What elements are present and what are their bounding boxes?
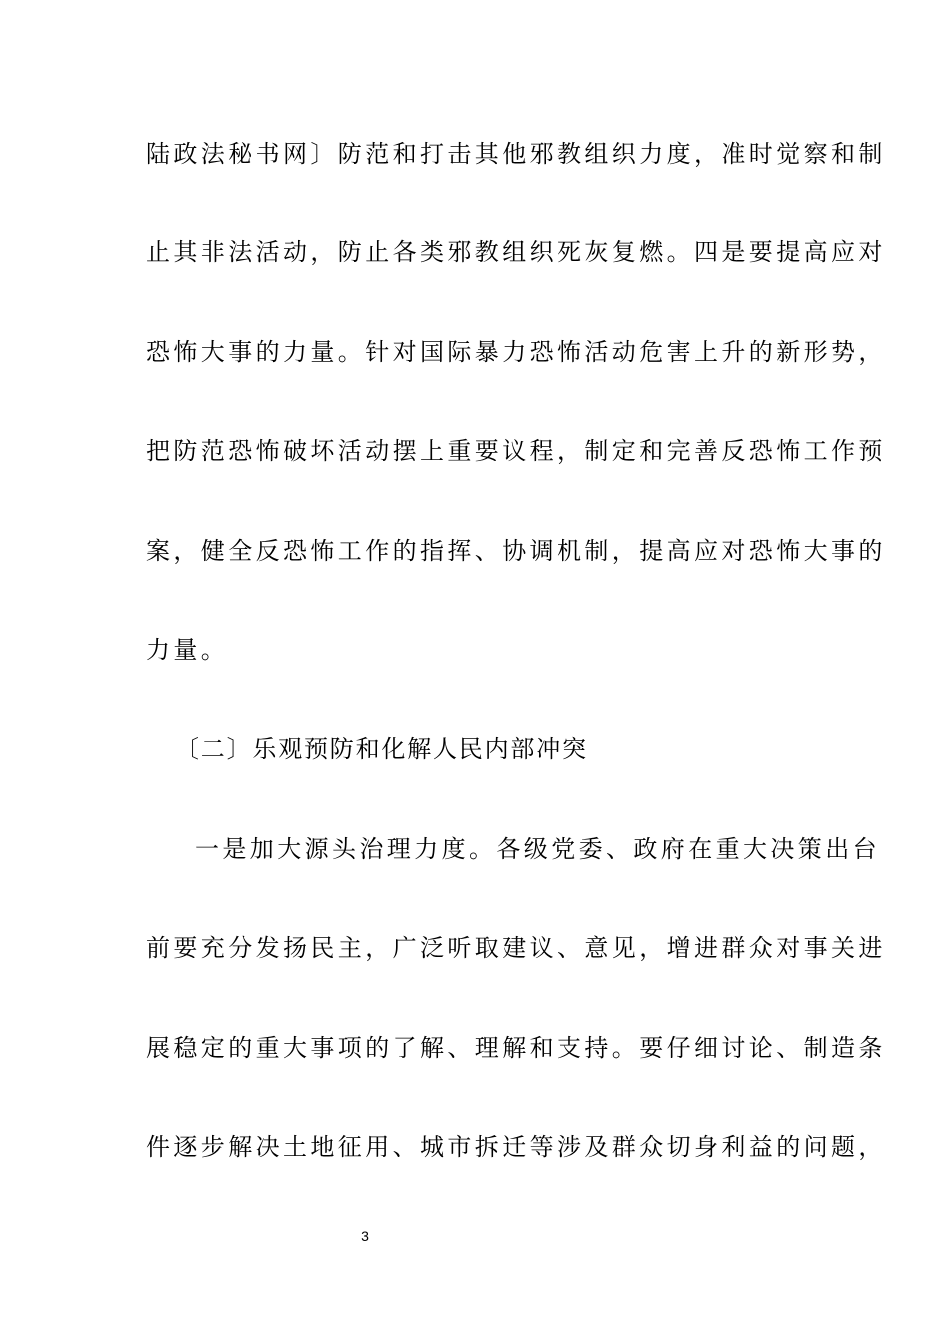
body-line-4: 把防范恐怖破坏活动摆上重要议程，制定和完善反恐怖工作预 [146, 437, 886, 465]
body-line-3: 恐怖大事的力量。针对国际暴力恐怖活动危害上升的新形势， [146, 338, 886, 366]
section-heading: 〔二〕乐观预防和化解人民内部冲突 [175, 735, 588, 763]
body-line-10: 件逐步解决土地征用、城市拆迁等涉及群众切身利益的问题， [146, 1133, 886, 1161]
body-line-6: 力量。 [146, 636, 229, 664]
body-line-9: 展稳定的重大事项的了解、理解和支持。要仔细讨论、制造条 [146, 1034, 886, 1062]
body-line-2: 止其非法活动，防止各类邪教组织死灰复燃。四是要提高应对 [146, 238, 886, 266]
body-line-5: 案，健全反恐怖工作的指挥、协调机制，提高应对恐怖大事的 [146, 537, 886, 565]
body-line-1: 陆政法秘书网〕防范和打击其他邪教组织力度，准时觉察和制 [146, 140, 886, 168]
page-number: 3 [361, 1228, 369, 1244]
body-line-7: 一是加大源头治理力度。各级党委、政府在重大决策出台 [195, 835, 880, 863]
body-line-8: 前要充分发扬民主，广泛听取建议、意见，增进群众对事关进 [146, 934, 886, 962]
